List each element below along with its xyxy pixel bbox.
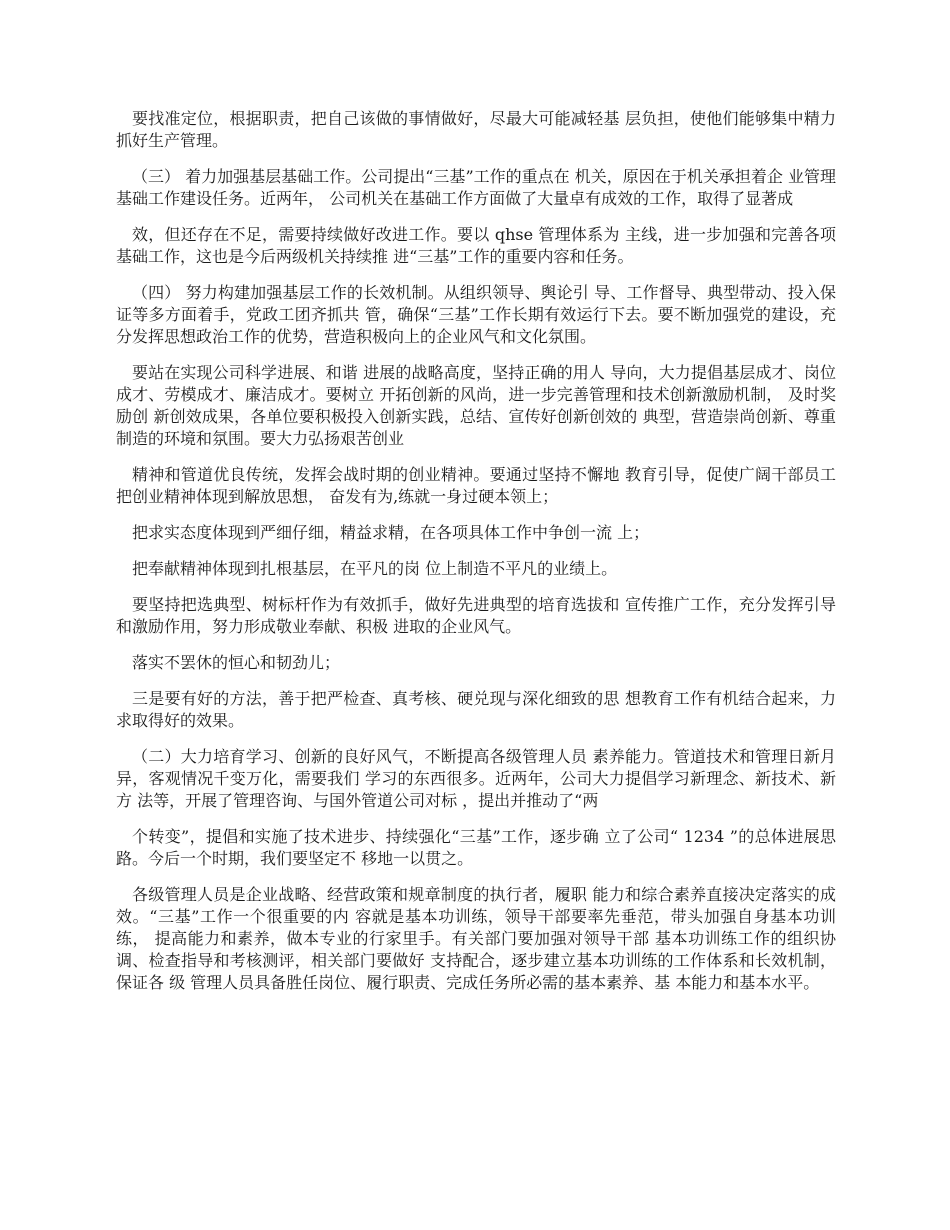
paragraph: （四） 努力构建加强基层工作的长效机制。从组织领导、舆论引 导、工作督导、典型带动、投入保证等多方面着手，党政工团齐抓共 管，确保“三基”工作长期有效运行下去。要不断加强党的建设，充 分发挥思想政治工作的优势，营造积极向上的企业风气和文化氛围。	[116, 283, 836, 346]
paragraph: 要坚持把选典型、树标杆作为有效抓手，做好先进典型的培育选拔和 宣传推广工作，充分发挥引导和激励作用，努力形成敬业奉献、积极 进取的企业风气。	[116, 595, 836, 636]
paragraph: 效，但还存在不足，需要持续做好改进工作。要以 qhse 管理体系为 主线，进一步加强和完善各项基础工作，这也是今后两级机关持续推 进“三基”工作的重要内容和任务。	[116, 225, 836, 266]
paragraph: 各级管理人员是企业战略、经营政策和规章制度的执行者，履职 能力和综合素养直接决定落实的成效。“三基”工作一个很重要的内 容就是基本功训练，领导干部要率先垂范，带头加强自身基本功训练， 提高能力和素养，做本专业的行家里手。有关部门要加强对领导干部 基本功训练工作的组织协调、检查指导和考核测评，相关部门要做好 支持配合，逐步建立基本功训练的工作体系和长效机制，保证各 级 管理人员具备胜任岗位、履行职责、完成任务所必需的基本素养、基 本能力和基本水平。	[116, 885, 836, 992]
paragraph: （三） 着力加强基层基础工作。公司提出“三基”工作的重点在 机关，原因在于机关承担着企 业管理基础工作建设任务。近两年， 公司机关在基础工作方面做了大量卓有成效的工作，取得了显著成	[116, 167, 836, 208]
paragraph: 要站在实现公司科学进展、和谐 进展的战略高度，坚持正确的用人 导向，大力提倡基层成才、岗位成才、劳模成才、廉洁成才。要树立 开拓创新的风尚，进一步完善管理和技术创新激励机制， 及时奖励创 新创效成果，各单位要积极投入创新实践，总结、宣传好创新创效的 典型，营造崇尚创新、尊重制造的环境和氛围。要大力弘扬艰苦创业	[116, 363, 836, 448]
paragraph: 三是要有好的方法，善于把严检查、真考核、硬兑现与深化细致的思 想教育工作有机结合起来，力求取得好的效果。	[116, 689, 836, 730]
paragraph: 落实不罢休的恒心和韧劲儿；	[132, 653, 341, 672]
paragraph: 精神和管道优良传统，发挥会战时期的创业精神。要通过坚持不懈地 教育引导，促使广阔干部员工把创业精神体现到解放思想， 奋发有为,练就一身过硬本领上；	[116, 465, 836, 506]
paragraph: 把奉献精神体现到扎根基层，在平凡的岗 位上制造不平凡的业绩上。	[132, 559, 618, 578]
paragraph: 把求实态度体现到严细仔细，精益求精，在各项具体工作中争创一流 上；	[132, 523, 650, 542]
document-body	[116, 108, 836, 1008]
paragraph: （二）大力培育学习、创新的良好风气，不断提高各级管理人员 素养能力。管道技术和管理日新月异，客观情况千变万化，需要我们 学习的东西很多。近两年，公司大力提倡学习新理念、新技术、新方 法等，开展了管理咨询、与国外管道公司对标 ，提出并推动了“两	[116, 747, 836, 810]
paragraph: 要找准定位，根据职责，把自己该做的事情做好，尽最大可能减轻基 层负担，使他们能够集中精力抓好生产管理。	[116, 109, 836, 150]
paragraph: 个转变”，提倡和实施了技术进步、持续强化“三基”工作，逐步确 立了公司“ 1234 ”的总体进展思路。今后一个时期，我们要坚定不 移地一以贯之。	[116, 827, 836, 868]
